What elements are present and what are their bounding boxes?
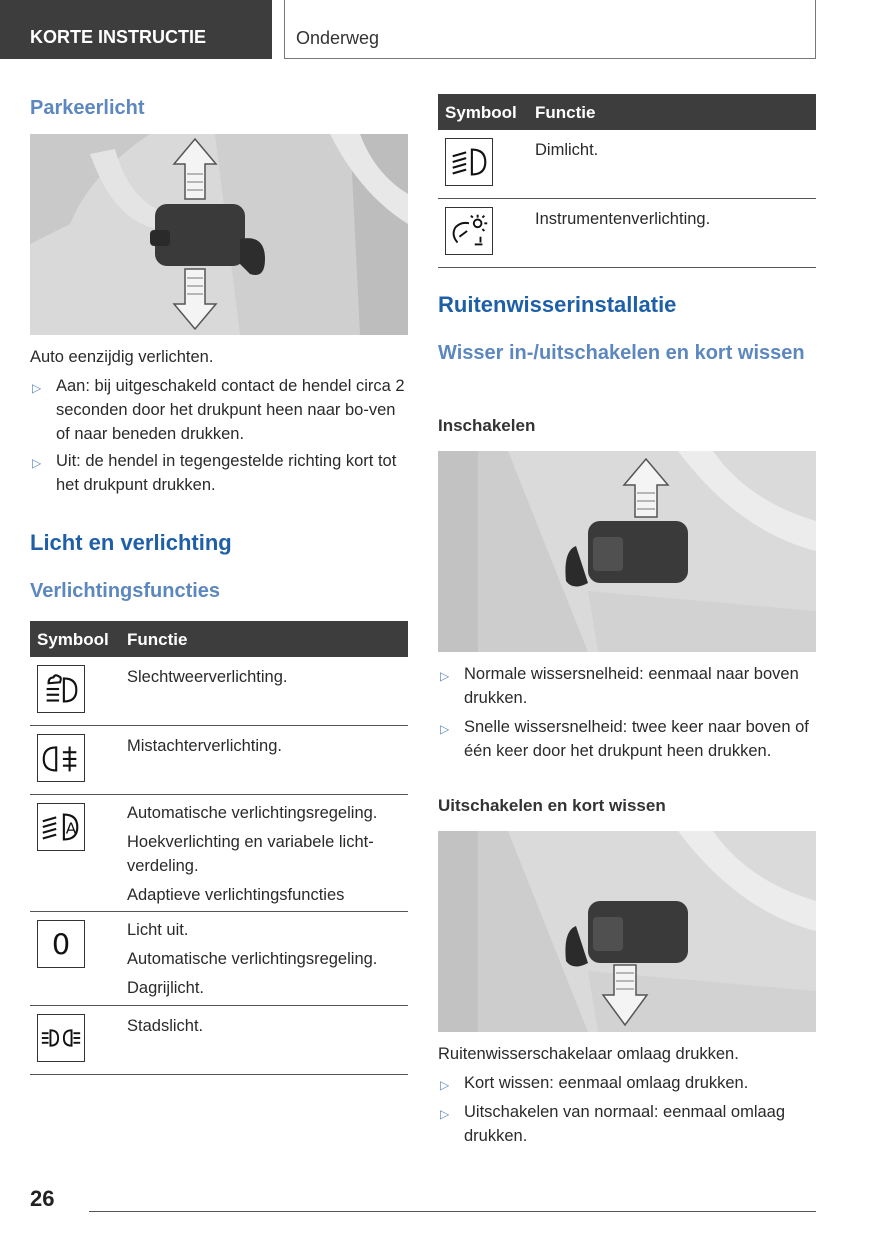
- bullet-triangle-icon: ▷: [440, 669, 450, 683]
- wiper-off-lever-photo: [438, 831, 816, 1032]
- function-text: Licht uit.: [127, 921, 189, 939]
- light-off-icon: [37, 920, 85, 968]
- function-text: Mistachterverlichting.: [127, 737, 282, 755]
- list-item: ▷ Normale wissersnelheid: eenmaal naar boven drukken.: [440, 665, 799, 707]
- table-header: [438, 94, 816, 130]
- wiper-subtitle: Wisser in-/uitschakelen en kort wissen: [438, 342, 805, 364]
- section-tab: [0, 0, 272, 59]
- bullet-triangle-icon: ▷: [440, 1078, 450, 1092]
- column-header-function: Functie: [127, 630, 188, 649]
- table-row: [30, 795, 408, 912]
- bullet-triangle-icon: ▷: [32, 456, 42, 470]
- parking-light-lever-photo: [30, 134, 408, 335]
- switch-off-intro: Ruitenwisserschakelaar omlaag drukken.: [438, 1045, 739, 1063]
- column-header-symbol: Symbool: [445, 103, 517, 122]
- svg-text:A: A: [65, 819, 77, 838]
- footer-divider: [89, 1211, 816, 1212]
- parking-intro: Auto eenzijdig verlichten.: [30, 348, 214, 366]
- table-row: [438, 130, 816, 199]
- table-row: [30, 912, 408, 1006]
- rear-fog-light-icon: [37, 734, 85, 782]
- instrument-lighting-icon: [445, 207, 493, 255]
- column-header-function: Functie: [535, 103, 596, 122]
- list-item: ▷ Snelle wissersnelheid: twee keer naar boven of één keer door het drukpunt heen drukken.: [440, 718, 809, 760]
- function-text: Adaptieve verlichtingsfuncties: [127, 886, 345, 904]
- svg-text:0: 0: [51, 927, 71, 962]
- wiper-section-title: Ruitenwisserinstallatie: [438, 292, 677, 317]
- wiper-on-lever-photo: [438, 451, 816, 652]
- function-text: Dimlicht.: [535, 141, 599, 159]
- light-section-title: Licht en verlichting: [30, 530, 232, 555]
- functions-title: Verlichtingsfuncties: [30, 580, 221, 602]
- bullet-triangle-icon: ▷: [440, 1107, 450, 1121]
- function-text: Automatische verlichtingsregeling.: [127, 950, 378, 968]
- chapter-label: Onderweg: [296, 28, 380, 48]
- chapter-tab: [284, 0, 816, 59]
- low-beam-icon: [445, 138, 493, 186]
- column-header-symbol: Symbool: [37, 630, 109, 649]
- function-text: Hoekverlichting en variabele licht-verdeling.: [127, 833, 374, 875]
- function-text: Stadslicht.: [127, 1017, 204, 1035]
- bullet-triangle-icon: ▷: [440, 722, 450, 736]
- list-item: ▷ Kort wissen: eenmaal omlaag drukken.: [438, 1071, 818, 1095]
- list-item: ▷ Aan: bij uitgeschakeld contact de hendel circa 2 seconden door het drukpunt heen naar bo-ven of naar beneden drukken.: [32, 377, 405, 443]
- switch-on-title: Inschakelen: [438, 416, 536, 435]
- page-number: 26: [30, 1186, 55, 1211]
- switch-off-title: Uitschakelen en kort wissen: [438, 796, 666, 815]
- bullet-triangle-icon: ▷: [32, 381, 42, 395]
- section-label: KORTE INSTRUCTIE: [30, 27, 207, 47]
- lighting-functions-table: [30, 621, 408, 1075]
- function-text: Dagrijlicht.: [127, 979, 205, 997]
- lighting-functions-table-continued: [438, 94, 816, 268]
- function-text: Automatische verlichtingsregeling.: [127, 804, 378, 822]
- table-header: [30, 621, 408, 657]
- table-row: [30, 1006, 408, 1075]
- parking-title: Parkeerlicht: [30, 97, 145, 119]
- fog-light-icon: [37, 665, 85, 713]
- table-row: [30, 726, 408, 795]
- list-item: ▷ Uitschakelen van normaal: eenmaal omlaag drukken.: [440, 1103, 786, 1145]
- auto-headlight-icon: [37, 803, 85, 851]
- list-item: ▷ Uit: de hendel in tegengestelde richting kort tot het drukpunt drukken.: [32, 452, 397, 494]
- table-row: [30, 657, 408, 726]
- table-row: [438, 199, 816, 268]
- function-text: Slechtweerverlichting.: [127, 668, 288, 686]
- parking-light-icon: [37, 1014, 85, 1062]
- function-text: Instrumentenverlichting.: [535, 210, 711, 228]
